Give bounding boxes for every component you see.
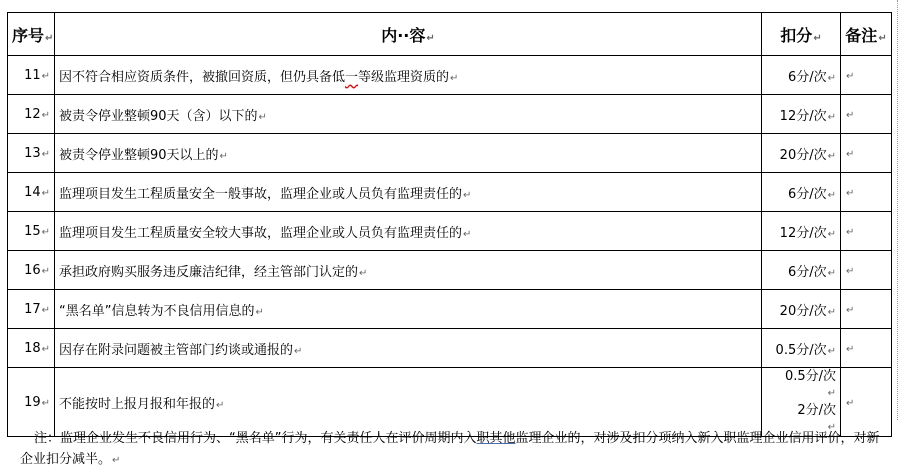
row-note: ↵ [841,290,892,329]
table-row [8,173,892,212]
row-note: ↵ [841,329,892,368]
row-score: 0.5分/次↵ [762,329,841,368]
table-row [8,290,892,329]
table-row [8,212,892,251]
row-score: 12分/次↵ [762,212,841,251]
row-content: 不能按时上报月报和年报的↵ [55,368,762,437]
header-note: 备注↵ [841,13,892,56]
row-note: ↵ [841,56,892,95]
row-content: “黑名单”信息转为不良信用信息的↵ [55,290,762,329]
table-row [8,251,892,290]
row-score: 6分/次↵ [762,251,841,290]
row-note: ↵ [841,368,892,437]
row-content: 因不符合相应资质条件，被撤回资质，但仍具备低一等级监理资质的↵ [55,56,762,95]
row-no: 18↵ [8,329,55,368]
row-no: 12↵ [8,95,55,134]
row-score: 6分/次↵ [762,56,841,95]
row-note: ↵ [841,134,892,173]
row-no: 11↵ [8,56,55,95]
row-no: 17↵ [8,290,55,329]
row-score: 20分/次↵ [762,134,841,173]
header-score: 扣分↵ [762,13,841,56]
row-content: 监理项目发生工程质量安全较大事故，监理企业或人员负有监理责任的↵ [55,212,762,251]
row-no: 13↵ [8,134,55,173]
table-row [8,95,892,134]
row-no: 16↵ [8,251,55,290]
table-row [8,56,892,95]
table-row [8,329,892,368]
row-content: 监理项目发生工程质量安全一般事故，监理企业或人员负有监理责任的↵ [55,173,762,212]
table-row [8,134,892,173]
row-content: 被责令停业整顿90天（含）以下的↵ [55,95,762,134]
row-note: ↵ [841,212,892,251]
row-score: 6分/次↵ [762,173,841,212]
row-score: 12分/次↵ [762,95,841,134]
table-row [8,368,892,437]
row-content: 因存在附录问题被主管部门约谈或通报的↵ [55,329,762,368]
page-edge-marks [897,0,904,420]
row-note: ↵ [841,95,892,134]
row-note: ↵ [841,173,892,212]
header-no: 序号↵ [8,13,55,56]
row-no: 15↵ [8,212,55,251]
row-content: 承担政府购买服务违反廉洁纪律，经主管部门认定的↵ [55,251,762,290]
row-score: 0.5分/次 ↵ 2分/次 ↵ [762,368,841,437]
table-header-row [8,13,892,56]
header-content: 内··容↵ [55,13,762,56]
deduction-table [7,12,892,437]
row-note: ↵ [841,251,892,290]
row-content: 被责令停业整顿90天以上的↵ [55,134,762,173]
footnote: 注：监理企业发生不良信用行为、“黑名单”行为，有关责任人在评价周期内入职其他监理企业的，对涉及扣分项纳入新入职监理企业信用评价，对新企业扣分减半。↵ [20,431,880,467]
row-no: 14↵ [8,173,55,212]
row-score: 20分/次↵ [762,290,841,329]
row-no: 19↵ [8,368,55,437]
